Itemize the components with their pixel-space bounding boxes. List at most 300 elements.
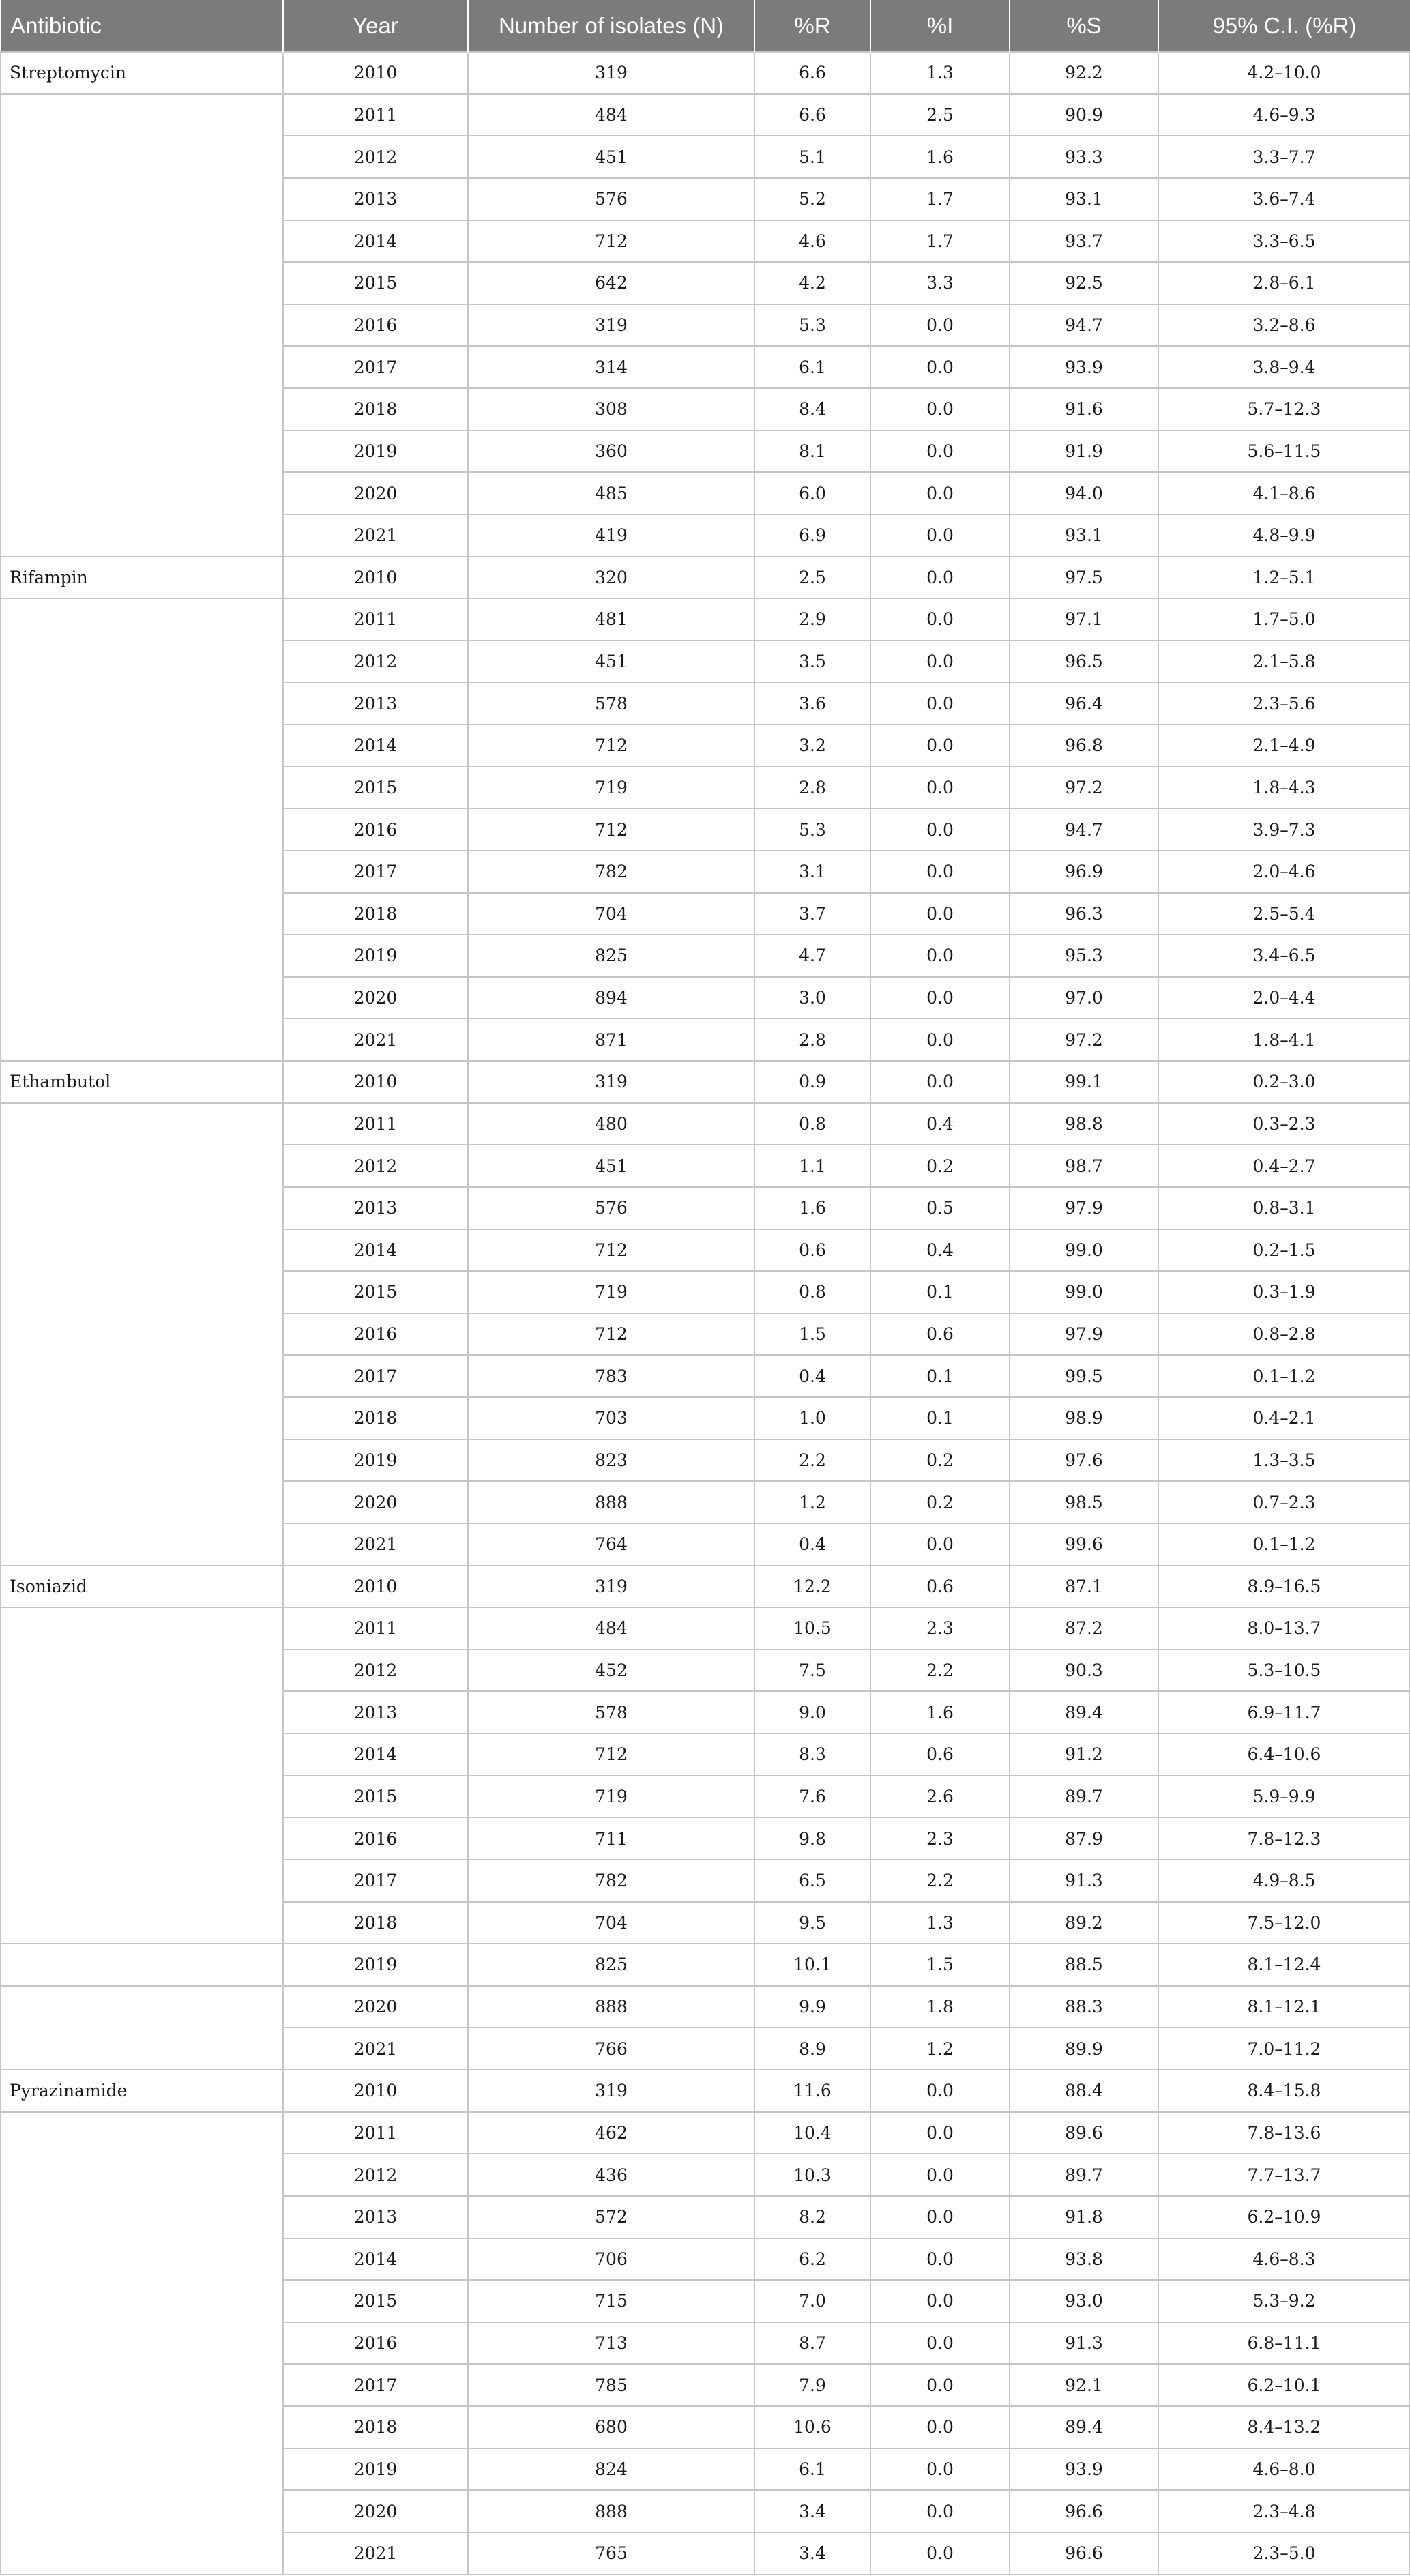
isolates-cell: 576 (468, 1187, 754, 1229)
ci-cell: 6.2–10.1 (1158, 2364, 1410, 2406)
susceptible-cell: 89.4 (1010, 1691, 1158, 1733)
ci-cell: 5.3–10.5 (1158, 1650, 1410, 1692)
isolates-cell: 319 (468, 52, 754, 94)
susceptible-cell: 88.3 (1010, 1986, 1158, 2028)
resistant-cell: 4.2 (754, 262, 870, 304)
year-cell: 2010 (283, 2070, 468, 2112)
susceptible-cell: 91.3 (1010, 1860, 1158, 1902)
susceptible-cell: 97.9 (1010, 1313, 1158, 1356)
susceptible-cell: 93.8 (1010, 2238, 1158, 2281)
ci-cell: 7.5–12.0 (1158, 1902, 1410, 1944)
year-cell: 2012 (283, 136, 468, 178)
isolates-cell: 642 (468, 262, 754, 304)
ci-cell: 0.1–1.2 (1158, 1355, 1410, 1397)
susceptible-cell: 87.1 (1010, 1566, 1158, 1608)
year-cell: 2012 (283, 1650, 468, 1692)
year-cell: 2014 (283, 1229, 468, 1272)
isolates-cell: 782 (468, 1860, 754, 1902)
isolates-cell: 484 (468, 94, 754, 136)
isolates-cell: 712 (468, 1229, 754, 1272)
ci-cell: 0.3–2.3 (1158, 1103, 1410, 1145)
susceptible-cell: 94.0 (1010, 472, 1158, 514)
resistant-cell: 6.6 (754, 52, 870, 94)
table-row (1, 52, 1410, 94)
resistant-cell: 12.2 (754, 1566, 870, 1608)
susceptible-cell: 97.9 (1010, 1187, 1158, 1229)
intermediate-cell: 0.6 (870, 1566, 1010, 1608)
susceptible-cell: 99.0 (1010, 1229, 1158, 1272)
susceptible-cell: 90.9 (1010, 94, 1158, 136)
ci-cell: 2.0–4.6 (1158, 851, 1410, 893)
intermediate-cell: 0.0 (870, 2070, 1010, 2112)
resistant-cell: 3.5 (754, 641, 870, 683)
table-row (1, 1566, 1410, 1608)
isolates-cell: 484 (468, 1607, 754, 1650)
year-cell: 2019 (283, 935, 468, 977)
intermediate-cell: 0.0 (870, 724, 1010, 767)
resistant-cell: 1.1 (754, 1145, 870, 1187)
ci-cell: 2.5–5.4 (1158, 893, 1410, 935)
year-cell: 2013 (283, 178, 468, 220)
susceptible-cell: 96.6 (1010, 2532, 1158, 2575)
antibiotic-group-span-cell (1, 1103, 283, 1566)
ci-cell: 1.8–4.3 (1158, 767, 1410, 809)
ci-cell: 0.2–1.5 (1158, 1229, 1410, 1272)
year-cell: 2017 (283, 2364, 468, 2406)
table-row (1, 2070, 1410, 2112)
year-cell: 2015 (283, 262, 468, 304)
year-cell: 2016 (283, 304, 468, 347)
susceptible-cell: 97.0 (1010, 977, 1158, 1019)
year-cell: 2016 (283, 2322, 468, 2365)
susceptible-cell: 97.1 (1010, 598, 1158, 641)
ci-cell: 0.4–2.7 (1158, 1145, 1410, 1187)
intermediate-cell: 0.6 (870, 1733, 1010, 1776)
intermediate-cell: 1.2 (870, 2028, 1010, 2070)
susceptible-cell: 88.4 (1010, 2070, 1158, 2112)
year-cell: 2011 (283, 1607, 468, 1650)
isolates-cell: 319 (468, 304, 754, 347)
year-cell: 2020 (283, 977, 468, 1019)
intermediate-cell: 1.3 (870, 1902, 1010, 1944)
isolates-cell: 680 (468, 2406, 754, 2448)
resistant-cell: 2.9 (754, 598, 870, 641)
header-row (1, 0, 1410, 52)
isolates-cell: 578 (468, 682, 754, 724)
intermediate-cell: 2.6 (870, 1776, 1010, 1818)
resistant-cell: 6.5 (754, 1860, 870, 1902)
resistant-cell: 9.9 (754, 1986, 870, 2028)
susceptible-cell: 98.9 (1010, 1397, 1158, 1439)
susceptible-cell: 90.3 (1010, 1650, 1158, 1692)
isolates-cell: 452 (468, 1650, 754, 1692)
resistant-cell: 9.8 (754, 1817, 870, 1860)
ci-cell: 8.1–12.1 (1158, 1986, 1410, 2028)
year-cell: 2021 (283, 2532, 468, 2575)
resistant-cell: 4.6 (754, 220, 870, 263)
resistant-cell: 10.4 (754, 2112, 870, 2154)
isolates-cell: 419 (468, 514, 754, 557)
ci-cell: 5.7–12.3 (1158, 388, 1410, 430)
ci-cell: 5.3–9.2 (1158, 2280, 1410, 2322)
table-row (1, 598, 1410, 641)
resistant-cell: 7.5 (754, 1650, 870, 1692)
susceptible-cell: 91.9 (1010, 430, 1158, 473)
susceptible-cell: 96.8 (1010, 724, 1158, 767)
year-cell: 2018 (283, 388, 468, 430)
susceptible-cell: 92.2 (1010, 52, 1158, 94)
year-cell: 2016 (283, 1817, 468, 1860)
susceptible-cell: 94.7 (1010, 808, 1158, 851)
antibiotic-name-cell: Pyrazinamide (1, 2070, 283, 2112)
isolates-cell: 712 (468, 1733, 754, 1776)
resistant-cell: 2.5 (754, 557, 870, 599)
ci-cell: 8.4–13.2 (1158, 2406, 1410, 2448)
susceptible-cell: 89.2 (1010, 1902, 1158, 1944)
isolates-cell: 782 (468, 851, 754, 893)
resistant-cell: 1.2 (754, 1481, 870, 1523)
resistant-cell: 7.6 (754, 1776, 870, 1818)
isolates-cell: 825 (468, 935, 754, 977)
resistant-cell: 1.6 (754, 1187, 870, 1229)
intermediate-cell: 0.0 (870, 893, 1010, 935)
susceptible-cell: 89.7 (1010, 1776, 1158, 1818)
susceptible-cell: 97.5 (1010, 557, 1158, 599)
intermediate-cell: 2.3 (870, 1817, 1010, 1860)
intermediate-cell: 1.3 (870, 52, 1010, 94)
year-cell: 2018 (283, 893, 468, 935)
intermediate-cell: 0.1 (870, 1397, 1010, 1439)
resistant-cell: 0.9 (754, 1061, 870, 1103)
resistant-cell: 3.1 (754, 851, 870, 893)
susceptible-cell: 89.4 (1010, 2406, 1158, 2448)
ci-cell: 0.7–2.3 (1158, 1481, 1410, 1523)
ci-cell: 0.1–1.2 (1158, 1523, 1410, 1566)
susceptible-cell: 93.1 (1010, 514, 1158, 557)
resistant-cell: 6.6 (754, 94, 870, 136)
ci-cell: 3.8–9.4 (1158, 346, 1410, 388)
ci-cell: 2.3–4.8 (1158, 2490, 1410, 2532)
resistant-cell: 2.8 (754, 767, 870, 809)
intermediate-cell: 0.0 (870, 2196, 1010, 2238)
intermediate-cell: 0.0 (870, 1019, 1010, 1061)
year-cell: 2010 (283, 557, 468, 599)
resistant-cell: 9.0 (754, 1691, 870, 1733)
year-cell: 2019 (283, 1944, 468, 1986)
susceptible-cell: 94.7 (1010, 304, 1158, 347)
isolates-cell: 462 (468, 2112, 754, 2154)
isolates-cell: 888 (468, 1986, 754, 2028)
intermediate-cell: 0.0 (870, 598, 1010, 641)
isolates-cell: 719 (468, 1776, 754, 1818)
intermediate-cell: 0.0 (870, 388, 1010, 430)
ci-cell: 0.3–1.9 (1158, 1271, 1410, 1313)
resistant-cell: 2.2 (754, 1439, 870, 1482)
year-cell: 2011 (283, 598, 468, 641)
intermediate-cell: 0.1 (870, 1271, 1010, 1313)
resistant-cell: 5.2 (754, 178, 870, 220)
year-cell: 2021 (283, 1019, 468, 1061)
antibiotic-name-cell (1, 1944, 283, 1986)
header-resistant: %R (754, 0, 870, 52)
susceptible-cell: 93.9 (1010, 2448, 1158, 2491)
intermediate-cell: 0.5 (870, 1187, 1010, 1229)
resistant-cell: 10.5 (754, 1607, 870, 1650)
ci-cell: 0.2–3.0 (1158, 1061, 1410, 1103)
susceptible-cell: 93.0 (1010, 2280, 1158, 2322)
susceptible-cell: 93.1 (1010, 178, 1158, 220)
year-cell: 2021 (283, 1523, 468, 1566)
ci-cell: 4.6–9.3 (1158, 94, 1410, 136)
year-cell: 2018 (283, 1902, 468, 1944)
resistant-cell: 0.6 (754, 1229, 870, 1272)
resistant-cell: 8.4 (754, 388, 870, 430)
isolates-cell: 576 (468, 178, 754, 220)
ci-cell: 1.8–4.1 (1158, 1019, 1410, 1061)
ci-cell: 4.1–8.6 (1158, 472, 1410, 514)
table-row (1, 1061, 1410, 1103)
intermediate-cell: 0.0 (870, 851, 1010, 893)
antibiotic-group-span-cell (1, 2112, 283, 2575)
year-cell: 2016 (283, 808, 468, 851)
year-cell: 2021 (283, 514, 468, 557)
isolates-cell: 320 (468, 557, 754, 599)
isolates-cell: 715 (468, 2280, 754, 2322)
isolates-cell: 766 (468, 2028, 754, 2070)
intermediate-cell: 2.2 (870, 1860, 1010, 1902)
isolates-cell: 712 (468, 808, 754, 851)
year-cell: 2021 (283, 2028, 468, 2070)
ci-cell: 7.7–13.7 (1158, 2154, 1410, 2196)
intermediate-cell: 1.7 (870, 220, 1010, 263)
ci-cell: 4.8–9.9 (1158, 514, 1410, 557)
year-cell: 2012 (283, 2154, 468, 2196)
isolates-cell: 436 (468, 2154, 754, 2196)
ci-cell: 6.8–11.1 (1158, 2322, 1410, 2365)
year-cell: 2011 (283, 1103, 468, 1145)
intermediate-cell: 0.0 (870, 346, 1010, 388)
antibiotic-name-cell: Ethambutol (1, 1061, 283, 1103)
year-cell: 2014 (283, 220, 468, 263)
resistant-cell: 6.1 (754, 346, 870, 388)
antibiotic-group-span-cell (1, 1986, 283, 2070)
isolates-cell: 451 (468, 136, 754, 178)
isolates-cell: 485 (468, 472, 754, 514)
year-cell: 2020 (283, 1481, 468, 1523)
year-cell: 2016 (283, 1313, 468, 1356)
resistant-cell: 8.7 (754, 2322, 870, 2365)
year-cell: 2017 (283, 1355, 468, 1397)
resistant-cell: 3.6 (754, 682, 870, 724)
table-row (1, 1607, 1410, 1650)
ci-cell: 6.9–11.7 (1158, 1691, 1410, 1733)
table-row (1, 2112, 1410, 2154)
year-cell: 2018 (283, 1397, 468, 1439)
resistant-cell: 7.9 (754, 2364, 870, 2406)
susceptible-cell: 99.0 (1010, 1271, 1158, 1313)
intermediate-cell: 0.0 (870, 2280, 1010, 2322)
ci-cell: 7.0–11.2 (1158, 2028, 1410, 2070)
ci-cell: 5.9–9.9 (1158, 1776, 1410, 1818)
resistant-cell: 6.2 (754, 2238, 870, 2281)
susceptible-cell: 91.6 (1010, 388, 1158, 430)
ci-cell: 3.6–7.4 (1158, 178, 1410, 220)
ci-cell: 2.0–4.4 (1158, 977, 1410, 1019)
isolates-cell: 712 (468, 724, 754, 767)
intermediate-cell: 0.0 (870, 2238, 1010, 2281)
year-cell: 2011 (283, 94, 468, 136)
ci-cell: 5.6–11.5 (1158, 430, 1410, 473)
susceptible-cell: 92.5 (1010, 262, 1158, 304)
antibiotic-name-cell: Isoniazid (1, 1566, 283, 1608)
ci-cell: 3.3–6.5 (1158, 220, 1410, 263)
resistant-cell: 3.2 (754, 724, 870, 767)
intermediate-cell: 0.0 (870, 557, 1010, 599)
resistant-cell: 3.4 (754, 2490, 870, 2532)
ci-cell: 3.3–7.7 (1158, 136, 1410, 178)
isolates-cell: 719 (468, 1271, 754, 1313)
isolates-cell: 319 (468, 2070, 754, 2112)
intermediate-cell: 0.2 (870, 1439, 1010, 1482)
ci-cell: 4.6–8.0 (1158, 2448, 1410, 2491)
isolates-cell: 888 (468, 2490, 754, 2532)
ci-cell: 3.2–8.6 (1158, 304, 1410, 347)
table-header (1, 0, 1410, 52)
ci-cell: 2.3–5.0 (1158, 2532, 1410, 2575)
antibiotic-group-span-cell (1, 94, 283, 557)
intermediate-cell: 1.7 (870, 178, 1010, 220)
resistant-cell: 0.8 (754, 1271, 870, 1313)
year-cell: 2020 (283, 2490, 468, 2532)
isolates-cell: 824 (468, 2448, 754, 2491)
antibiotic-group-span-cell (1, 598, 283, 1061)
ci-cell: 0.8–2.8 (1158, 1313, 1410, 1356)
intermediate-cell: 1.8 (870, 1986, 1010, 2028)
susceptible-cell: 93.9 (1010, 346, 1158, 388)
intermediate-cell: 0.0 (870, 767, 1010, 809)
susceptible-cell: 89.9 (1010, 2028, 1158, 2070)
resistant-cell: 10.3 (754, 2154, 870, 2196)
antibiotic-name-cell: Streptomycin (1, 52, 283, 94)
resistant-cell: 3.7 (754, 893, 870, 935)
year-cell: 2014 (283, 724, 468, 767)
susceptible-cell: 96.5 (1010, 641, 1158, 683)
isolates-cell: 451 (468, 641, 754, 683)
ci-cell: 0.8–3.1 (1158, 1187, 1410, 1229)
intermediate-cell: 0.0 (870, 304, 1010, 347)
intermediate-cell: 0.0 (870, 808, 1010, 851)
resistant-cell: 8.9 (754, 2028, 870, 2070)
ci-cell: 8.1–12.4 (1158, 1944, 1410, 1986)
susceptible-cell: 99.6 (1010, 1523, 1158, 1566)
intermediate-cell: 0.0 (870, 2532, 1010, 2575)
intermediate-cell: 0.0 (870, 2364, 1010, 2406)
year-cell: 2010 (283, 52, 468, 94)
susceptible-cell: 96.3 (1010, 893, 1158, 935)
intermediate-cell: 0.0 (870, 935, 1010, 977)
susceptible-cell: 97.2 (1010, 767, 1158, 809)
resistant-cell: 2.8 (754, 1019, 870, 1061)
susceptible-cell: 91.2 (1010, 1733, 1158, 1776)
intermediate-cell: 0.0 (870, 430, 1010, 473)
year-cell: 2018 (283, 2406, 468, 2448)
table-row (1, 1103, 1410, 1145)
isolates-cell: 712 (468, 1313, 754, 1356)
susceptible-cell: 93.7 (1010, 220, 1158, 263)
isolates-cell: 451 (468, 1145, 754, 1187)
susceptible-cell: 98.8 (1010, 1103, 1158, 1145)
isolates-cell: 706 (468, 2238, 754, 2281)
resistant-cell: 8.2 (754, 2196, 870, 2238)
ci-cell: 6.2–10.9 (1158, 2196, 1410, 2238)
header-isolates: Number of isolates (N) (468, 0, 754, 52)
intermediate-cell: 3.3 (870, 262, 1010, 304)
isolates-cell: 764 (468, 1523, 754, 1566)
intermediate-cell: 0.0 (870, 2154, 1010, 2196)
year-cell: 2017 (283, 1860, 468, 1902)
resistant-cell: 5.3 (754, 808, 870, 851)
intermediate-cell: 0.0 (870, 977, 1010, 1019)
isolates-cell: 578 (468, 1691, 754, 1733)
intermediate-cell: 0.4 (870, 1103, 1010, 1145)
intermediate-cell: 0.2 (870, 1481, 1010, 1523)
susceptible-cell: 88.5 (1010, 1944, 1158, 1986)
ci-cell: 8.4–15.8 (1158, 2070, 1410, 2112)
isolates-cell: 712 (468, 220, 754, 263)
ci-cell: 2.8–6.1 (1158, 262, 1410, 304)
isolates-cell: 360 (468, 430, 754, 473)
susceptible-cell: 99.1 (1010, 1061, 1158, 1103)
resistant-cell: 5.3 (754, 304, 870, 347)
year-cell: 2015 (283, 1271, 468, 1313)
resistant-cell: 6.1 (754, 2448, 870, 2491)
year-cell: 2013 (283, 1691, 468, 1733)
susceptible-cell: 91.8 (1010, 2196, 1158, 2238)
intermediate-cell: 1.6 (870, 1691, 1010, 1733)
susceptible-cell: 96.6 (1010, 2490, 1158, 2532)
ci-cell: 6.4–10.6 (1158, 1733, 1410, 1776)
resistant-cell: 10.1 (754, 1944, 870, 1986)
isolates-cell: 785 (468, 2364, 754, 2406)
isolates-cell: 481 (468, 598, 754, 641)
resistant-cell: 8.3 (754, 1733, 870, 1776)
year-cell: 2017 (283, 851, 468, 893)
table-row (1, 1986, 1410, 2028)
isolates-cell: 308 (468, 388, 754, 430)
resistant-cell: 7.0 (754, 2280, 870, 2322)
ci-cell: 4.9–8.5 (1158, 1860, 1410, 1902)
ci-cell: 3.4–6.5 (1158, 935, 1410, 977)
resistant-cell: 10.6 (754, 2406, 870, 2448)
susceptible-cell: 95.3 (1010, 935, 1158, 977)
year-cell: 2014 (283, 1733, 468, 1776)
ci-cell: 4.6–8.3 (1158, 2238, 1410, 2281)
isolates-cell: 572 (468, 2196, 754, 2238)
isolates-cell: 703 (468, 1397, 754, 1439)
susceptible-cell: 93.3 (1010, 136, 1158, 178)
resistant-cell: 1.5 (754, 1313, 870, 1356)
isolates-cell: 480 (468, 1103, 754, 1145)
ci-cell: 4.2–10.0 (1158, 52, 1410, 94)
header-confidence-interval: 95% C.I. (%R) (1158, 0, 1410, 52)
isolates-cell: 871 (468, 1019, 754, 1061)
susceptible-cell: 89.7 (1010, 2154, 1158, 2196)
ci-cell: 3.9–7.3 (1158, 808, 1410, 851)
resistant-cell: 9.5 (754, 1902, 870, 1944)
susceptible-cell: 96.9 (1010, 851, 1158, 893)
intermediate-cell: 0.0 (870, 1061, 1010, 1103)
resistant-cell: 0.8 (754, 1103, 870, 1145)
